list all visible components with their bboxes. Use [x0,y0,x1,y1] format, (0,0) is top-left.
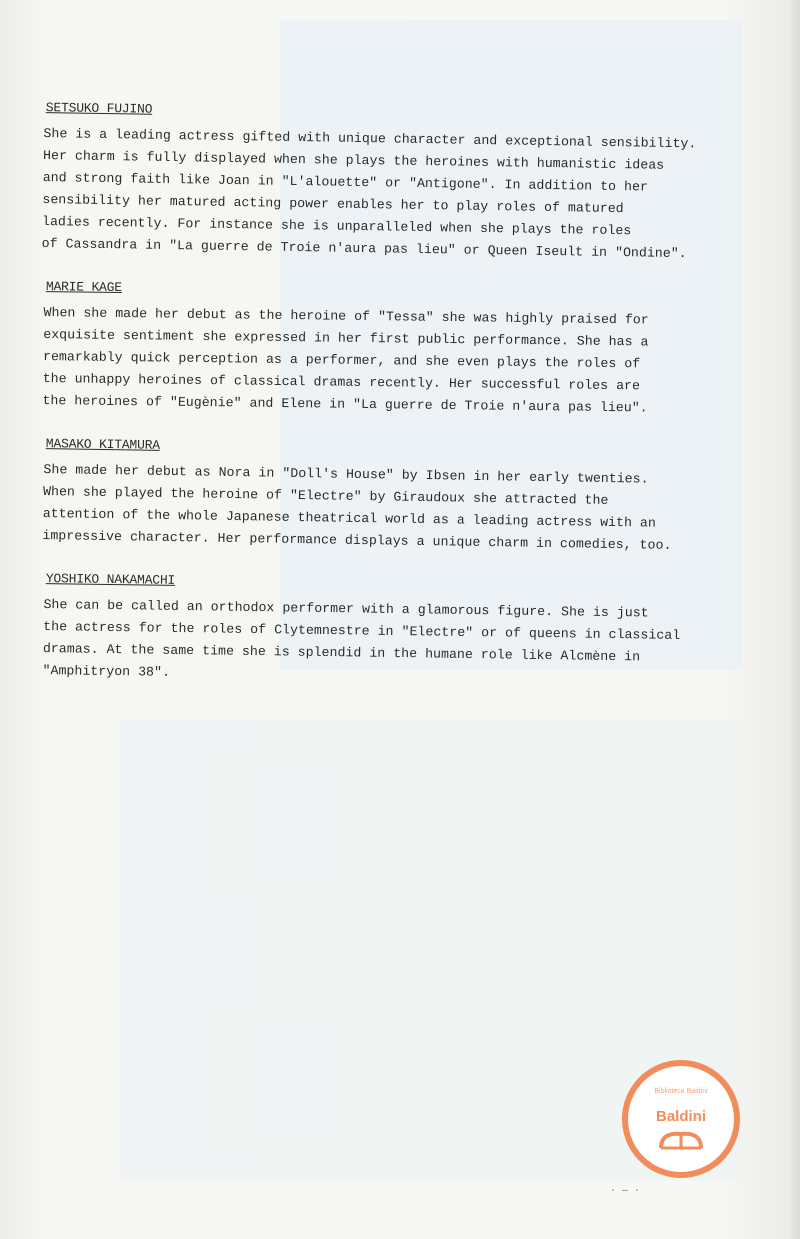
text-line: Her charm is fully displayed when she plays the heroines with humanistic ideas [42,148,665,173]
text-line: She is a leading actress gifted with unique character and exceptional sensibility. [43,126,697,152]
text-line: attention of the whole Japanese theatrical world as a leading actress with an [42,506,657,531]
text-line: the unhappy heroines of classical dramas recently. Her successful roles are [42,371,641,394]
open-book-icon [659,1128,703,1150]
text-line: the heroines of "Eugènie" and Elene in "La guerre de Troie n'aura pas lieu". [42,393,648,416]
text-line: and strong faith like Joan in "L'alouette" or "Antigone". In addition to her [42,170,649,195]
library-stamp [622,1060,740,1178]
stamp-subtext: Biblioteca Baldini [654,1088,708,1095]
text-line: "Amphitryon 38". [42,663,171,680]
stamp-label: Baldini [655,1108,706,1125]
actress-name-heading: YOSHIKO NAKAMACHI [45,571,176,588]
actress-entry [38,434,740,558]
page-edge-shadow [786,0,800,1239]
text-line: When she made her debut as the heroine of "Tessa" she was highly praised for [43,305,649,328]
document-body [40,98,740,704]
text-line: sensibility her matured acting power enables her to play roles of matured [42,192,624,217]
actress-name-heading: MARIE KAGE [45,279,122,296]
actress-entry [38,277,740,421]
text-line: of Cassandra in "La guerre de Troie n'aura pas lieu" or Queen Iseult in "Ondine". [41,236,687,262]
text-line: ladies recently. For instance she is unparalleled when she plays the roles [41,214,632,239]
actress-entry [38,98,740,266]
text-line: When she played the heroine of "Electre" by Giraudoux she attracted the [42,484,609,508]
text-line: She can be called an orthodox performer with a glamorous figure. She is just [43,597,649,621]
actress-name-heading: MASAKO KITAMURA [45,436,160,453]
text-line: remarkably quick perception as a performer, and she even plays the roles of [42,349,641,372]
text-line: dramas. At the same time she is splendid in the humane role like Alcmène in [42,641,641,665]
actress-entry [38,569,740,692]
text-line: impressive character. Her performance displays a unique charm in comedies, too. [42,528,672,553]
scan-mark: · — · [610,1186,641,1197]
text-line: exquisite sentiment she expressed in her first public performance. She has a [43,327,649,350]
text-line: the actress for the roles of Clytemnestre in "Electre" or of queens in classical [43,619,681,643]
text-line: She made her debut as Nora in "Doll's House" by Ibsen in her early twenties. [43,462,649,487]
actress-name-heading: SETSUKO FUJINO [45,100,153,117]
